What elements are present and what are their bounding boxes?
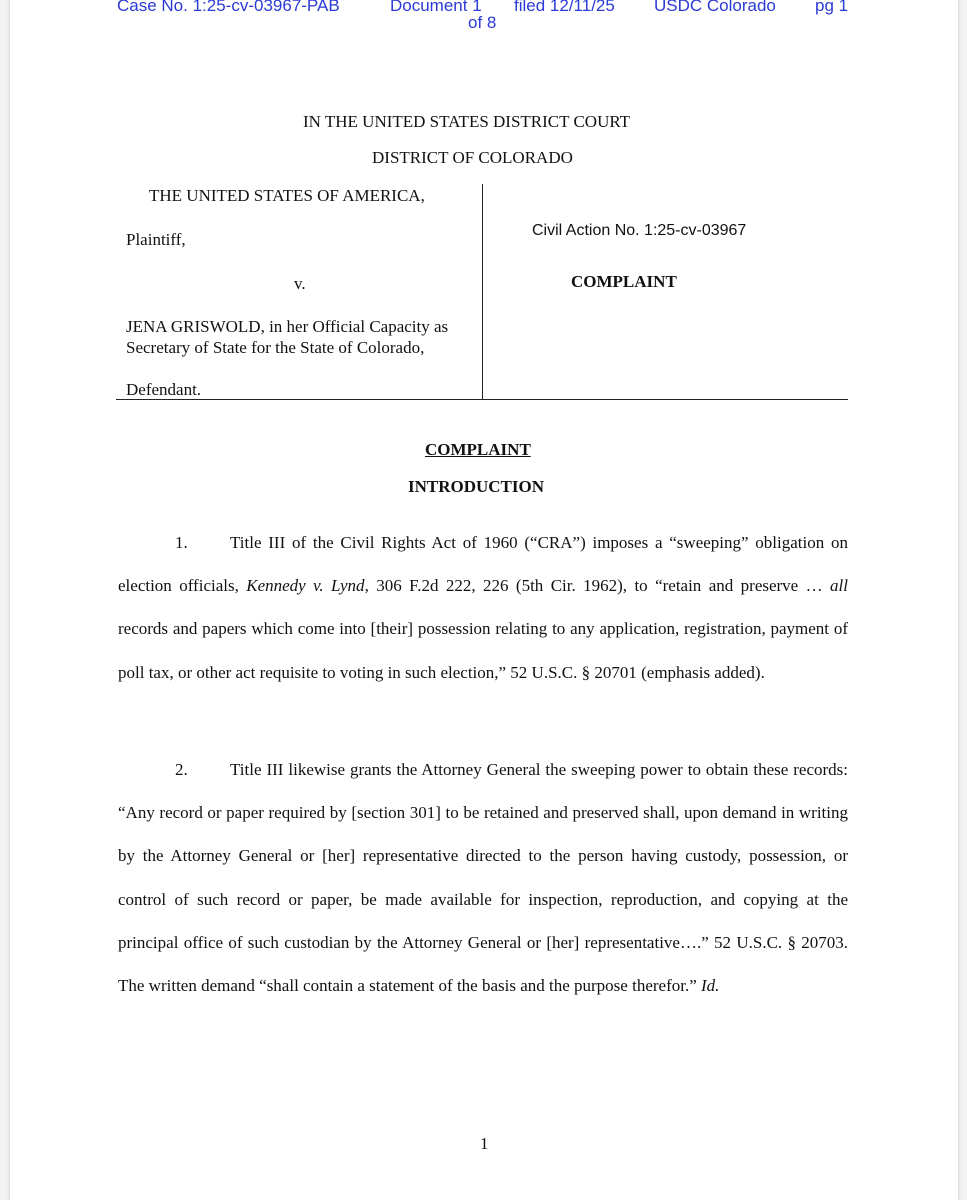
court-name: IN THE UNITED STATES DISTRICT COURT bbox=[303, 112, 631, 131]
paragraph-2-number: 2. bbox=[175, 760, 188, 779]
plaintiff-label: Plaintiff, bbox=[126, 230, 186, 249]
court-district: DISTRICT OF COLORADO bbox=[372, 148, 573, 167]
paragraph-2-text: Title III likewise grants the Attorney General the sweeping power to obtain these records: “Any record or paper required by [section 301] to be retained and preserved shall, upon demand in writing by the Attorney General or [her] representative directed to the person having custody, possession, or control of such record or paper, be made available for inspection, reproduction, and copying at the principal office of such custodian by the Attorney General or [her] representative….” 52 U.S.C. § 20703. The written demand “shall contain a statement of the basis and the purpose therefor.” bbox=[118, 760, 848, 996]
paragraph-1-case-name: Kennedy v. Lynd bbox=[246, 576, 365, 596]
caption-horizontal-rule bbox=[116, 399, 848, 400]
complaint-heading: COMPLAINT bbox=[425, 440, 531, 459]
introduction-heading: INTRODUCTION bbox=[408, 477, 545, 496]
paragraph-2-citation: Id. bbox=[701, 976, 720, 996]
versus: v. bbox=[294, 274, 306, 293]
header-page-ref: pg 1 bbox=[815, 0, 849, 15]
civil-action-number: Civil Action No. 1:25-cv-03967 bbox=[532, 222, 747, 239]
defendant-label: Defendant. bbox=[126, 380, 202, 399]
caption-document-type: COMPLAINT bbox=[571, 272, 677, 291]
plaintiff-name: THE UNITED STATES OF AMERICA, bbox=[149, 186, 425, 205]
document-page bbox=[10, 0, 958, 1200]
header-court: USDC Colorado bbox=[654, 0, 776, 15]
paragraph-1 bbox=[118, 521, 848, 694]
defendant-title: Secretary of State for the State of Colorado, bbox=[126, 338, 425, 357]
header-filed-date: filed 12/11/25 bbox=[514, 0, 615, 15]
paragraph-1-emphasis: all bbox=[830, 576, 848, 596]
page-number: 1 bbox=[480, 1134, 489, 1153]
paragraph-2 bbox=[118, 748, 848, 1007]
paragraph-1-text-b: , 306 F.2d 222, 226 (5th Cir. 1962), to “retain and preserve … bbox=[364, 576, 831, 596]
header-document: Document 1 bbox=[390, 0, 482, 15]
header-document-of: of 8 bbox=[468, 13, 497, 32]
caption-vertical-rule bbox=[482, 184, 483, 400]
defendant-name: JENA GRISWOLD, in her Official Capacity as bbox=[126, 317, 449, 336]
paragraph-1-number: 1. bbox=[175, 533, 188, 552]
paragraph-1-text-c: records and papers which come into [their] possession relating to any application, registration, payment of poll tax, or other act requisite to voting in such election,” 52 U.S.C. § 20701 (emphasis added). bbox=[118, 619, 848, 682]
paragraph-1-text-a: Title III of the Civil Rights Act of 1960 (“CRA”) imposes a “sweeping” obligation on election officials, bbox=[118, 533, 848, 596]
header-case-number: Case No. 1:25-cv-03967-PAB bbox=[117, 0, 340, 15]
